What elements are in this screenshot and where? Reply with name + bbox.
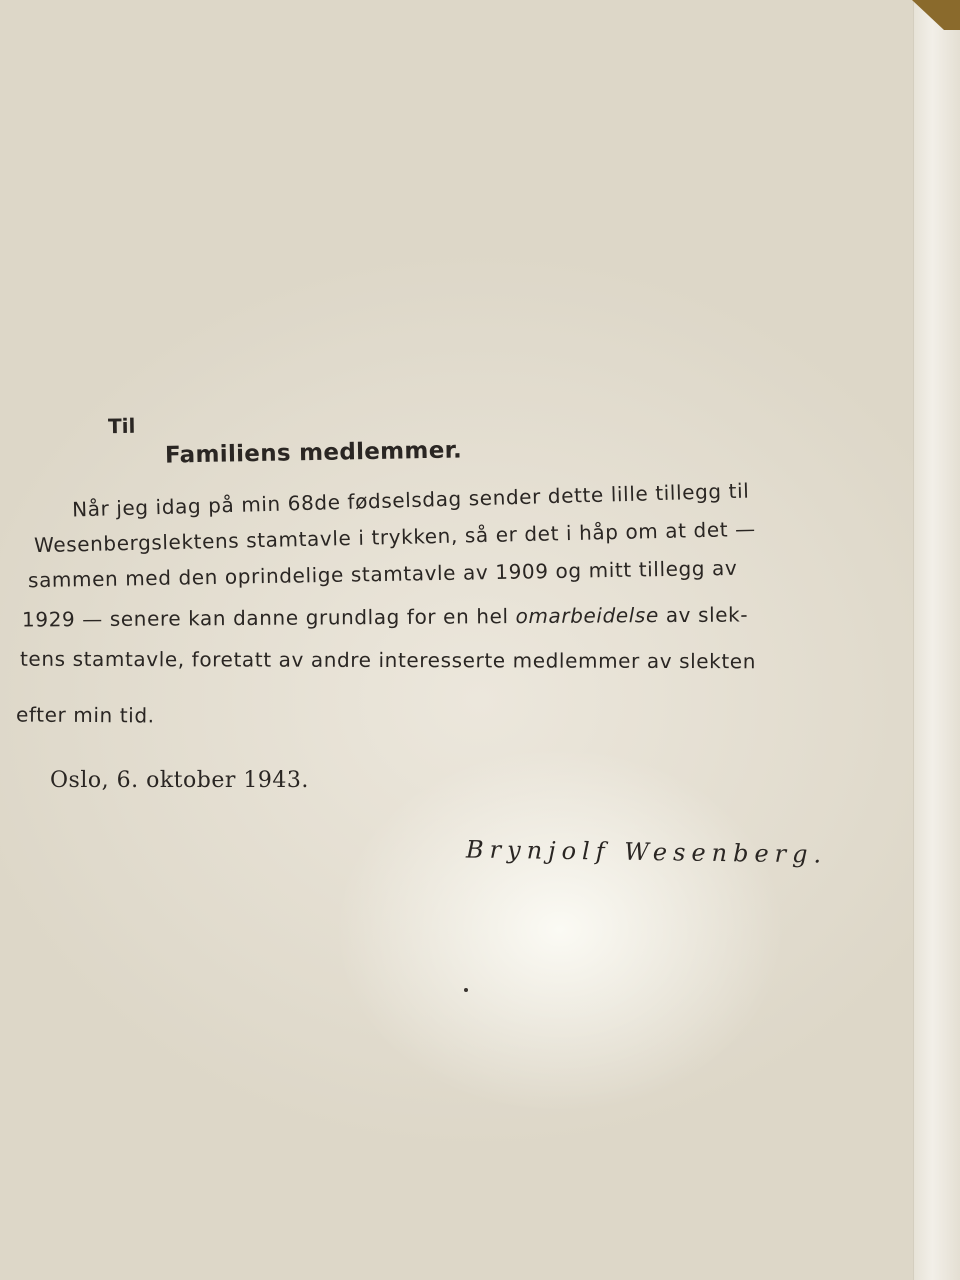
letter-heading: Familiens medlemmer. [164, 437, 463, 469]
body-line [22, 602, 748, 631]
body-line: Wesenbergslektens stamtavle i trykken, så er det i håp om at det — [33, 516, 756, 558]
signature: Brynjolf Wesenberg. [465, 835, 828, 869]
body-line: Når jeg idag på min 68de fødselsdag sender dette lille tillegg til [71, 478, 750, 522]
ink-speck [464, 988, 468, 992]
salutation: Til [107, 413, 136, 439]
dateline: Oslo, 6. oktober 1943. [50, 768, 309, 793]
body-line: sammen med den oprindelige stamtavle av 1909 og mitt tillegg av [27, 555, 738, 593]
emphasized-word: omarbeidelse [515, 603, 659, 629]
body-line: tens stamtavle, foretatt av andre interesserte medlemmer av slekten [19, 646, 757, 674]
body-line-text: 1929 — senere kan danne grundlag for en hel [21, 604, 516, 632]
body-line: efter min tid. [15, 702, 155, 728]
adjacent-page-edge [913, 0, 960, 1280]
body-line-text: av slek- [658, 602, 749, 628]
